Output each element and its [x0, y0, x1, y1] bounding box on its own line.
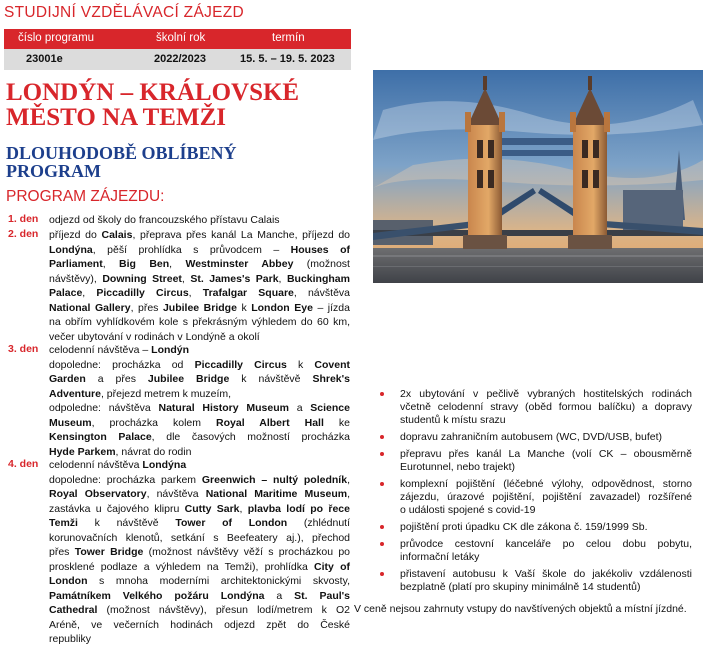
list-item-line: včetně celodenní stravy (oběd formou balíčku) a dopravy [400, 401, 692, 413]
bullet-icon [380, 452, 384, 456]
text-segment: , [347, 473, 350, 486]
text-segment: , návštěva [146, 488, 206, 500]
text-segment: celodenní návštěva – [49, 344, 152, 356]
list-item [378, 448, 692, 474]
title-line-1: LONDÝN – KRÁLOVSKÉ [6, 79, 300, 106]
highlighted-place: Covent [314, 358, 350, 371]
price-exclusions-note: V ceně nejsou zahrnuty vstupy do navštívených objektů a místní jízdné. [354, 603, 687, 615]
text-segment: s mnoha moderními architektonickými skvosty, [87, 575, 350, 587]
text-segment: k návštěvě [77, 517, 176, 529]
highlighted-place: National Maritime Museum [205, 488, 348, 500]
list-item-line: přistavení autobusu k Vaší škole do jakékoliv vzdálenosti [400, 568, 692, 580]
bullet-icon [380, 435, 384, 439]
highlighted-place: Parliament [49, 258, 103, 270]
text-segment: na obřím vyhlídkovém kole s překrásným výhledem do 60 km, [49, 316, 350, 328]
day-line [49, 632, 350, 647]
day-line [49, 330, 350, 345]
day-line [49, 343, 350, 358]
day-line [49, 315, 350, 330]
text-segment: , přeprava přes kanál La Manche, příjezd do [132, 229, 351, 241]
list-item-line: přepravu přes kanál La Manche (volí CK – obousměrně [400, 448, 692, 460]
list-item [378, 568, 692, 594]
tower-bridge-photo [373, 70, 703, 283]
day-line [49, 560, 350, 575]
term-value: 15. 5. – 19. 5. 2023 [240, 53, 335, 65]
highlighted-place: Cutty Sark [184, 502, 240, 515]
highlighted-place: Piccadilly Circus [96, 287, 189, 299]
subtitle-line-2: PROGRAM [6, 161, 101, 181]
day-description [49, 343, 350, 459]
text-segment: (zhlédnutí [287, 517, 351, 529]
text-segment: zastávka u čajového klipru [49, 502, 185, 515]
highlighted-place: St. James's Park [190, 272, 279, 285]
day-line [49, 445, 350, 460]
highlighted-place: Kensington Palace [49, 431, 152, 443]
text-segment: , [188, 287, 203, 299]
text-segment: , procházka kolem [91, 416, 217, 429]
list-item [378, 431, 692, 444]
text-segment: Aréně, ve večerních hodinách odjezd zpět do České [49, 618, 350, 631]
day-line [49, 589, 350, 604]
text-segment: , [102, 258, 120, 270]
list-item-line: průvodce cestovní kanceláře po celou dobu pobytu, [400, 538, 692, 550]
highlighted-place: Greenwich – nultý poledník [201, 473, 348, 486]
day-line [49, 358, 350, 373]
highlighted-place: Royal Observatory [49, 488, 147, 500]
highlighted-place: Downing Street [102, 272, 182, 285]
text-segment: , přes [130, 301, 163, 314]
day-label: 4. den [8, 458, 39, 470]
text-segment: , [181, 272, 191, 285]
text-segment: k [286, 358, 315, 371]
text-segment: , pěší prohlídka s průvodcem – [92, 243, 291, 256]
day-line [49, 272, 350, 287]
day-line [49, 618, 350, 633]
list-item [378, 478, 692, 517]
day-label: 2. den [8, 228, 39, 240]
highlighted-place: Natural History Museum [158, 402, 289, 414]
text-segment: (možnost návštěvy věží s procházkou po [143, 546, 350, 558]
text-segment: k návštěvě [229, 373, 313, 385]
day-line [49, 473, 350, 488]
highlighted-place: Hyde Parkem [49, 445, 116, 458]
highlighted-place: Palace [49, 287, 83, 299]
page-title [6, 80, 351, 130]
highlighted-place: Royal Albert Hall [216, 416, 324, 429]
text-segment: , [239, 502, 248, 515]
list-item [378, 538, 692, 564]
day-label: 1. den [8, 213, 39, 225]
list-item-line: informační letáky [400, 551, 480, 563]
bullet-icon [380, 392, 384, 396]
text-segment: , dle časových možností procházka [151, 431, 350, 443]
bullet-icon [380, 542, 384, 546]
program-info-values-row [4, 49, 351, 70]
day-line [49, 228, 350, 243]
list-item-line: studentů k místu srazu [400, 414, 506, 426]
day-line [49, 213, 350, 228]
text-segment: , [82, 287, 97, 299]
day-description [49, 213, 350, 228]
text-segment: přes [49, 546, 75, 558]
highlighted-place: Westminster Abbey [185, 258, 294, 270]
program-number-value: 23001e [26, 53, 63, 65]
list-item-line: 2x ubytování v pečlivě vybraných hostitelských rodinách [400, 388, 692, 400]
highlighted-place: Londýn [151, 344, 190, 356]
day-line [49, 458, 350, 473]
text-segment: návštěvy), [49, 272, 103, 285]
text-segment: (možnost návštěvy), přesun lodí/metrem k O2 [97, 604, 350, 616]
bullet-icon [380, 482, 384, 486]
text-segment: prosklené podlaze a výhledem na Temži), prohlídka [49, 560, 315, 573]
text-segment: , [278, 272, 287, 285]
highlighted-place: City of [314, 560, 350, 573]
text-segment: – jízda [312, 301, 350, 314]
tower-bridge-illustration [373, 70, 703, 283]
highlighted-place: Památníkem Velkého požáru Londýna [49, 589, 265, 602]
day-line [49, 257, 350, 272]
day-line [49, 401, 350, 416]
text-segment: , [169, 258, 186, 270]
day-line [49, 430, 350, 445]
highlighted-place: plavba lodí po řece [247, 502, 350, 515]
text-segment: dopoledne: procházka parkem [49, 473, 202, 486]
program-info-header-row [4, 29, 351, 49]
text-segment: , návštěva [293, 287, 350, 299]
list-item [378, 521, 692, 534]
highlighted-place: Piccadilly Circus [194, 358, 287, 371]
text-segment: večer ubytování v rodinách v Londýně a okolí [49, 330, 260, 343]
text-segment: republiky [49, 633, 92, 645]
highlighted-place: Tower Bridge [74, 546, 144, 558]
text-segment: , přejezd metrem k muzeím, [100, 387, 232, 400]
list-item-line: pojištění proti úpadku CK dle zákona č. 159/1999 Sb. [400, 521, 648, 533]
text-segment: odpoledne: návštěva [49, 402, 159, 414]
text-segment: k [236, 301, 252, 314]
subtitle-line-1: DLOUHODOBĚ OBLÍBENÝ [6, 143, 237, 163]
list-item-line: dopravu zahraničním autobusem (WC, DVD/USB, bufet) [400, 431, 663, 443]
list-item-line: bezplatně (platí pro skupiny minimálně 14 studentů) [400, 581, 641, 593]
text-segment: příjezd do [49, 229, 102, 241]
list-item-line: komplexní pojištění (léčebné výlohy, odpovědnost, storno [400, 478, 692, 490]
highlighted-place: Cathedral [49, 604, 98, 616]
highlighted-place: Temži [49, 517, 78, 529]
highlighted-place: Trafalgar Square [202, 287, 294, 299]
day-line [49, 372, 350, 387]
day-line [49, 603, 350, 618]
text-segment: , [347, 488, 351, 500]
highlighted-place: Londýna [142, 459, 187, 471]
school-year-value: 2022/2023 [154, 53, 206, 65]
text-segment: a [288, 402, 311, 414]
highlighted-place: Shrek's [312, 373, 350, 385]
day-line [49, 545, 350, 560]
program-heading: PROGRAM ZÁJEZDU: [6, 188, 165, 205]
highlighted-place: London Eye [251, 301, 313, 314]
list-item-line: Eurotunnel, nebo trajekt) [400, 461, 515, 473]
day-line [49, 243, 350, 258]
day-description [49, 228, 350, 344]
list-item [378, 388, 692, 427]
highlighted-place: Big Ben [119, 258, 170, 270]
day-line [49, 487, 350, 502]
highlighted-place: Museum [49, 416, 92, 429]
school-year-label: školní rok [156, 32, 206, 44]
day-line [49, 387, 350, 402]
day-label: 3. den [8, 343, 39, 355]
highlighted-place: Garden [49, 373, 86, 385]
list-item-line: zájezdu, úrazové pojištění, pojištění zavazadel) rozšířené [400, 491, 692, 503]
highlighted-place: London [49, 575, 88, 587]
text-segment: celodenní návštěva [49, 459, 143, 471]
highlighted-place: National Gallery [49, 301, 131, 314]
included-services-list [378, 388, 692, 598]
day-line [49, 286, 350, 301]
highlighted-place: Adventure [49, 387, 101, 400]
text-segment: , návrat do rodin [115, 445, 192, 458]
bullet-icon [380, 525, 384, 529]
highlighted-place: Buckingham [286, 272, 350, 285]
text-segment: a [264, 589, 295, 602]
day-line [49, 301, 350, 316]
term-label: termín [272, 32, 305, 44]
text-segment: ke [323, 416, 350, 429]
text-segment: dopoledne: procházka od [49, 358, 195, 371]
highlighted-place: Londýna [49, 243, 93, 256]
highlighted-place: St. Paul's [294, 589, 350, 602]
day-line [49, 531, 350, 546]
highlighted-place: Jubilee Bridge [147, 373, 230, 385]
day-line [49, 516, 350, 531]
trip-type-heading: STUDIJNÍ VZDĚLÁVACÍ ZÁJEZD [4, 4, 245, 21]
highlighted-place: Calais [101, 229, 133, 241]
day-line [49, 502, 350, 517]
day-line [49, 574, 350, 589]
day-line [49, 416, 350, 431]
highlighted-place: Jubilee Bridge [162, 301, 237, 314]
highlighted-place: Tower of London [175, 517, 288, 529]
program-number-label: číslo programu [18, 32, 95, 44]
text-segment: korunovačních klenotů, setkání s Beefeatery aj.), přechod [49, 531, 350, 544]
text-segment: a přes [85, 373, 148, 385]
bullet-icon [380, 572, 384, 576]
highlighted-place: Science [310, 402, 350, 414]
day-description [49, 458, 350, 647]
highlighted-place: Houses of [290, 243, 350, 256]
page-subtitle [6, 144, 351, 180]
text-segment: (možnost [293, 258, 350, 270]
list-item-line: o události spojené s covid-19 [400, 504, 536, 516]
title-line-2: MĚSTO NA TEMŽI [6, 104, 226, 131]
text-segment: odjezd od školy do francouzského přístavu Calais [49, 214, 280, 226]
